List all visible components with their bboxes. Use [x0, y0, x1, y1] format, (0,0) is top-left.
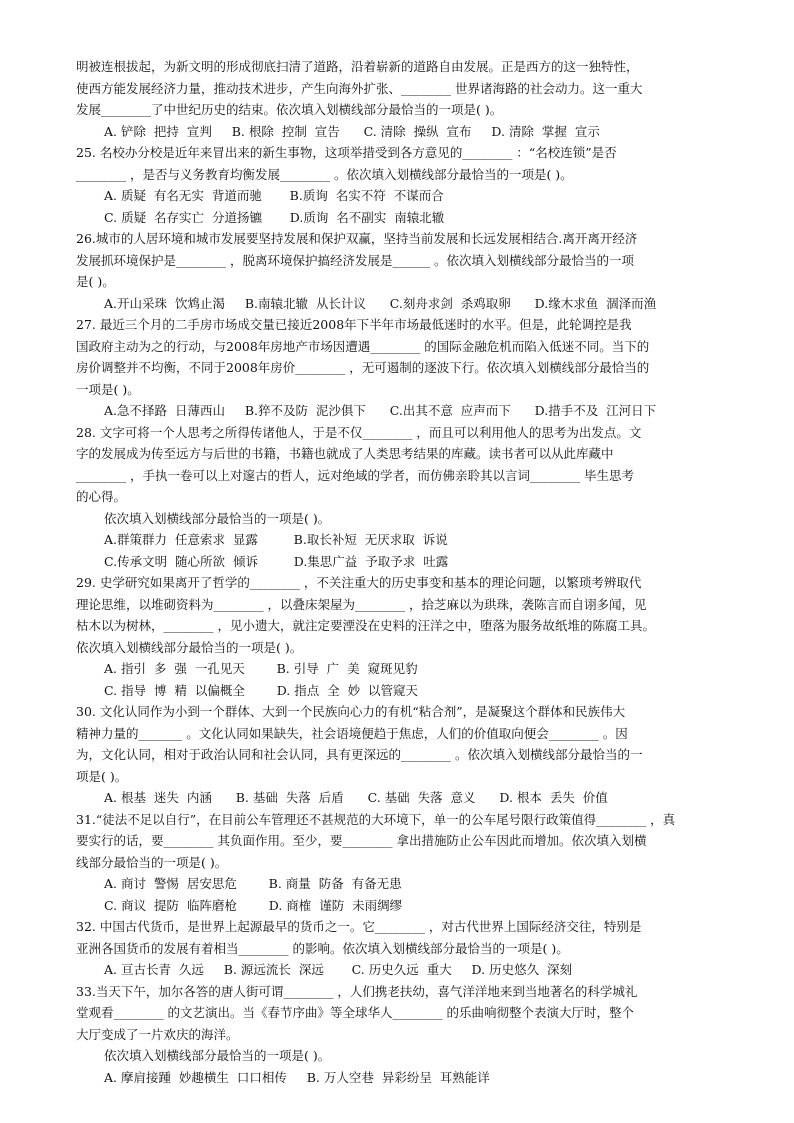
question-stem: 国政府主动为之的行动，与2008年房地产市场因遭遇________ 的国际金融危机而陷入低迷不同。当下的	[76, 338, 650, 354]
question-stem: 大厅变成了一片欢庆的海洋。	[76, 1026, 239, 1042]
question-stem: 31.“徒法不足以自行”，在目前公车管理还不甚规范的大环境下，单一的公车尾号限行政策值得________ ，真	[76, 811, 676, 827]
question-27	[76, 314, 716, 422]
paragraph-line: 明被连根拔起，为新文明的形成彻底扫清了道路，沿着崭新的道路自由发展。正是西方的这一独特性，	[76, 59, 639, 74]
question-stem: 29. 史学研究如果离开了哲学的________ ，不关注重大的历史事变和基本的理论问题，以繁琐考辨取代	[76, 575, 642, 590]
question-stem: 的心得。	[76, 489, 127, 504]
question-stem: 26.城市的人居环境和城市发展要坚持发展和保护双赢，坚持当前发展和长远发展相结合.离开离开经济	[76, 231, 638, 246]
question-stem: 要实行的话，要________ 其负面作用。至少，要________ 拿出措施防止公车因此而增加。依次填入划横	[76, 833, 647, 848]
question-prompt: 依次填入划横线部分最恰当的一项是( )。	[104, 1048, 331, 1063]
question-intro	[76, 56, 716, 142]
answer-options: C. 指导 博 精 以偏概全 D. 指点 全 妙 以管窥天	[104, 682, 419, 698]
answer-options: A.群策群力 任意索求 显露 B.取长补短 无厌求取 诉说	[104, 532, 448, 547]
answer-options: A.开山采珠 饮鸩止渴 B.南辕北辙 从长计议 C.刻舟求剑 杀鸡取卵 D.缘木求鱼 涸泽而渔	[104, 295, 657, 311]
question-stem: 精神力量的_______ 。文化认同如果缺失，社会语境便趋于焦虑，人们的价值取向便会________ 。因	[76, 725, 628, 741]
question-stem: 字的发展成为传至远方与后世的书籍，书籍也就成了人类思考结果的库藏。读书者可以从此库藏中	[76, 446, 614, 461]
question-stem: 房价调整并不均衡，不同于2008年房价________ ，无可遏制的逐波下行。依次填入划横线部分最恰当的	[76, 360, 650, 375]
question-stem: ________ ，手执一卷可以上对邃古的哲人，远对绝域的学者，而仿佛亲聆其以言词________ 毕生思考	[76, 467, 634, 483]
answer-options: A. 亘古长青 久远 B. 源远流长 深远 C. 历史久远 重大 D. 历史悠久 深刻	[104, 962, 573, 977]
question-31	[76, 809, 716, 917]
question-stem: 依次填入划横线部分最恰当的一项是( )。	[76, 639, 303, 655]
question-stem: 33.当天下午，加尔各答的唐人街可谓________ ，人们携老扶幼，喜气洋洋地来到当地著名的科学城礼	[76, 983, 638, 999]
question-stem: 枯木以为树林，________ ，见小遗大，就注定要湮没在史料的汪洋之中，堕落为服务故纸堆的陈腐工具。	[76, 618, 655, 633]
question-stem: 25. 名校办分校是近年来冒出来的新生事物，这项举措受到各方意见的________ ：“名校连锁”是否	[76, 145, 617, 160]
question-stem: 发展抓环境保护是________ ，脱离环境保护搞经济发展是______ 。依次填入划横线部分最恰当的一项	[76, 252, 634, 268]
document-page	[76, 56, 716, 1088]
answer-options: A. 铲除 把持 宣判 B. 根除 控制 宣告 C. 清除 操纵 宣布 D. 清除 掌握 宣示	[104, 123, 600, 139]
question-stem: 28. 文字可将一个人思考之所得传诸他人，于是不仅________ ，而且可以利用他人的思考为出发点。文	[76, 424, 642, 440]
question-stem: 一项是( )。	[76, 381, 140, 397]
answer-options: C. 商议 提防 临阵磨枪 D. 商榷 谨防 未雨绸缪	[104, 897, 403, 913]
question-stem: 亚洲各国货币的发展有着相当________ 的影响。依次填入划横线部分最恰当的一项是( )。	[76, 940, 569, 956]
question-stem: 32. 中国古代货币，是世界上起源最早的货币之一。它________ ，对古代世界上国际经济交往，特别是	[76, 919, 642, 934]
answer-options: A. 摩肩接踵 妙趣横生 口口相传 B. 万人空巷 异彩纷呈 耳熟能详	[104, 1069, 490, 1085]
answer-options: A. 根基 迷失 内涵 B. 基础 失落 后盾 C. 基础 失落 意义 D. 根本 丢失 价值	[104, 790, 608, 805]
question-28	[76, 422, 716, 573]
question-stem: 堂观看________ 的文艺演出。当《春节序曲》等全球华人________ 的乐曲响彻整个表演大厅时，整个	[76, 1005, 634, 1020]
question-25	[76, 142, 716, 228]
question-33	[76, 981, 716, 1089]
question-prompt: 依次填入划横线部分最恰当的一项是( )。	[104, 510, 331, 526]
question-stem: 理论思维，以堆砌资料为________ ，以叠床架屋为________ ，拾芝麻以为珙珠，袭陈言而自诩多闻，见	[76, 596, 647, 612]
question-stem: 27. 最近三个月的二手房市场成交量已接近2008年下半年市场最低迷时的水平。但是，此轮调控是我	[76, 317, 632, 332]
question-stem: 是( )。	[76, 274, 115, 289]
paragraph-line: 发展________了中世纪历史的结束。依次填入划横线部分最恰当的一项是( )。	[76, 102, 503, 117]
answer-options: A. 商讨 警惕 居安思危 B. 商量 防备 有备无患	[104, 876, 402, 891]
question-stem: ________ ，是否与义务教育均衡发展________ 。依次填入划横线部分最恰当的一项是( )。	[76, 166, 573, 182]
question-26	[76, 228, 716, 314]
answer-options: A. 质疑 有名无实 背道而驰 B.质询 名实不符 不谋而合	[104, 188, 444, 203]
question-29	[76, 572, 716, 701]
question-stem: 项是( )。	[76, 768, 128, 784]
question-stem: 为，文化认同，相对于政治认同和社会认同，具有更深远的________ 。依次填入划横线部分最恰当的一	[76, 747, 643, 762]
paragraph-line: 使西方能发展经济力量，推动技术进步，产生向海外扩张、________ 世界诸海路的社会动力。这一重大	[76, 80, 643, 96]
answer-options: A. 指引 多 强 一孔见天 B. 引导 广 美 窥斑见豹	[104, 661, 418, 676]
answer-options: C. 质疑 名存实亡 分道扬镳 D.质询 名不副实 南辕北辙	[104, 209, 445, 225]
question-stem: 30. 文化认同作为小到一个群体、大到一个民族向心力的有机“粘合剂”，是凝聚这个群体和民族伟大	[76, 704, 626, 719]
answer-options: A.急不择路 日薄西山 B.猝不及防 泥沙俱下 C.出其不意 应声而下 D.措手不及 江河日下	[104, 403, 657, 418]
question-30	[76, 701, 716, 809]
question-32	[76, 916, 716, 981]
question-stem: 线部分最恰当的一项是( )。	[76, 854, 228, 870]
answer-options: C.传承文明 随心所欲 倾诉 D.集思广益 予取予求 吐露	[104, 553, 449, 569]
